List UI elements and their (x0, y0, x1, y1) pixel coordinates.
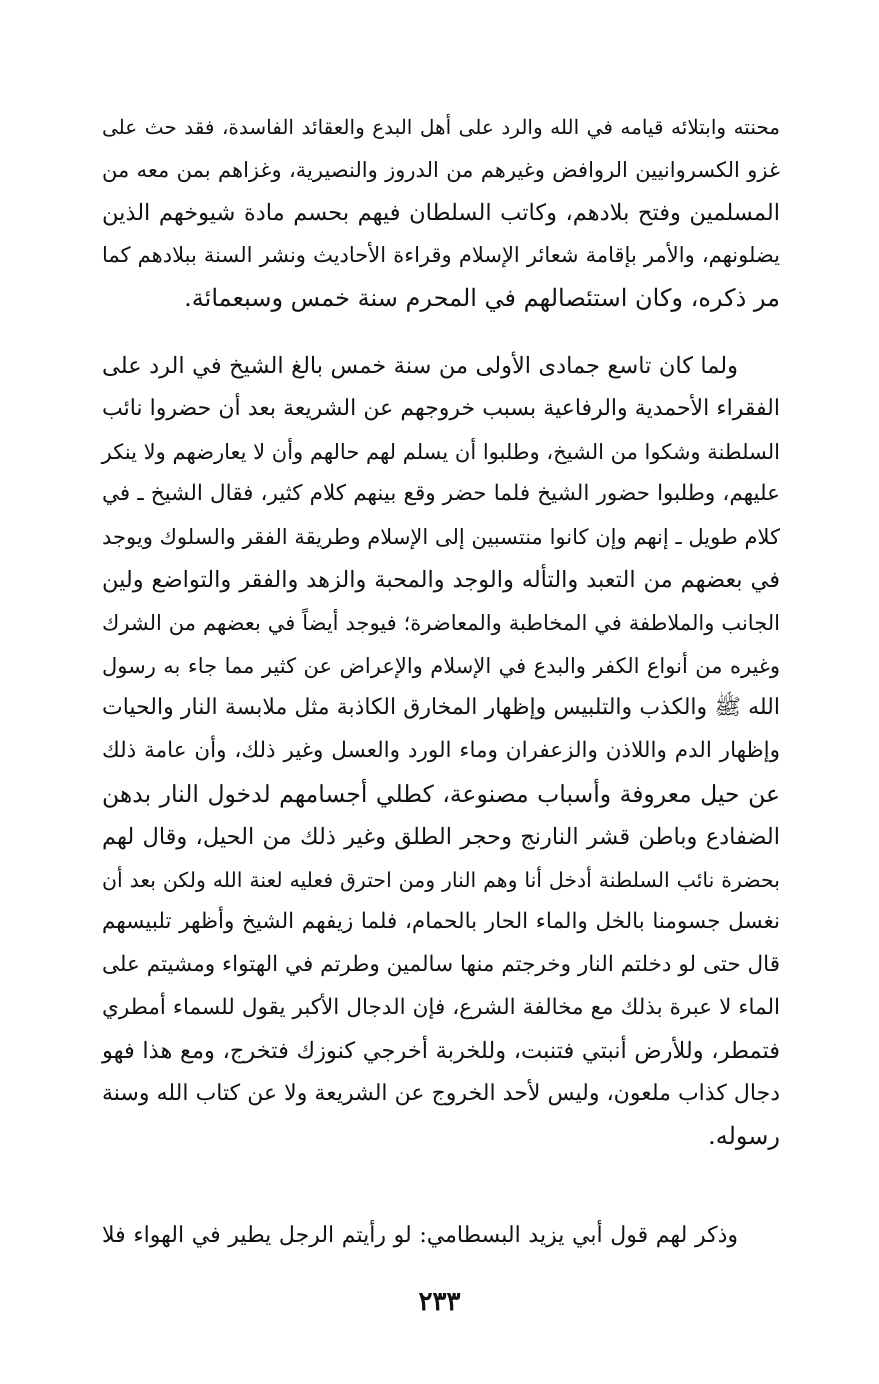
text-line: مر ذكره، وكان استئصالهم في المحرم سنة خمس وسبعمائة. (184, 284, 780, 313)
text-line: يضلونهم، والأمر بإقامة شعائر الإسلام وقراءة الأحاديث ونشر السنة ببلادهم كما (102, 243, 780, 268)
text-line: وإظهار الدم واللاذن والزعفران وماء الورد والعسل وغير ذلك، وأن عامة ذلك (102, 738, 780, 764)
text-line: وغيره من أنواع الكفر والبدع في الإسلام والإعراض عن كثير مما جاء به رسول (102, 653, 780, 678)
text-line: رسوله. (708, 1122, 780, 1151)
text-line: عليهم، وطلبوا حضور الشيخ فلما حضر وقع بينهم كلام كثير، فقال الشيخ ـ في (102, 481, 780, 507)
text-line: الفقراء الأحمدية والرفاعية بسبب خروجهم عن الشريعة بعد أن حضروا نائب (102, 395, 780, 421)
paragraph-3 (102, 1215, 780, 1258)
paragraph-2 (102, 345, 780, 1158)
text-line: نغسل جسومنا بالخل والماء الحار بالحمام، فلما زيفهم الشيخ وأظهر تلبيسهم (102, 909, 780, 935)
text-line: ولما كان تاسع جمادى الأولى من سنة خمس بالغ الشيخ في الرد على (102, 353, 738, 379)
text-line: دجال كذاب ملعون، وليس لأحد الخروج عن الشريعة ولا عن كتاب الله وسنة (102, 1080, 780, 1106)
text-line: الماء لا عبرة بذلك مع مخالفة الشرع، فإن الدجال الأكبر يقول للسماء أمطري (102, 994, 780, 1020)
text-line: كلام طويل ـ إنهم وإن كانوا منتسبين إلى الإسلام وطريقة الفقر والسلوك ويوجد (102, 525, 780, 550)
text-line: عن حيل معروفة وأسباب مصنوعة، كطلي أجسامهم لدخول النار بدهن (102, 779, 780, 808)
text-line: الجانب والملاطفة في المخاطبة والمعاضرة؛ فيوجد أيضاً في بعضهم من الشرك (102, 610, 780, 635)
text-line: السلطنة وشكوا من الشيخ، وطلبوا أن يسلم لهم حالهم وأن لا يعارضهم ولا ينكر (101, 439, 780, 464)
text-line: محنته وابتلائه قيامه في الله والرد على أهل البدع والعقائد الفاسدة، فقد حث على (102, 115, 780, 139)
text-line: وذكر لهم قول أبي يزيد البسطامي: لو رأيتم الرجل يطير في الهواء فلا (102, 1223, 738, 1248)
page-number: ٢٣٣ (418, 1287, 461, 1317)
text-line: بحضرة نائب السلطنة أدخل أنا وهم النار ومن احترق فعليه لعنة الله ولكن بعد أن (102, 867, 780, 892)
text-line: غزو الكسروانيين الروافض وغيرهم من الدروز والنصيرية، وغزاهم بمن معه من (102, 157, 780, 182)
text-line: الله ﷺ والكذب والتلبيس وإظهار المخارق الكاذبة مثل ملابسة النار والحيات (102, 695, 780, 721)
text-line: قال حتى لو دخلتم النار وخرجتم منها سالمين وطرتم في الهتواء ومشيتم على (102, 952, 780, 978)
text-line: الضفادع وباطن قشر النارنج وحجر الطلق وغير ذلك من الحيل، وقال لهم (102, 823, 780, 850)
text-line: المسلمين وفتح بلادهم، وكاتب السلطان فيهم بحسم مادة شيوخهم الذين (102, 199, 780, 226)
text-line: فتمطر، وللأرض أنبتي فتنبت، وللخربة أخرجي كنوزك فتخرج، ومع هذا فهو (102, 1037, 780, 1064)
paragraph-1 (102, 106, 780, 320)
text-line: في بعضهم من التعبد والتأله والوجد والمحبة والزهد والفقر والتواضع ولين (102, 566, 780, 593)
